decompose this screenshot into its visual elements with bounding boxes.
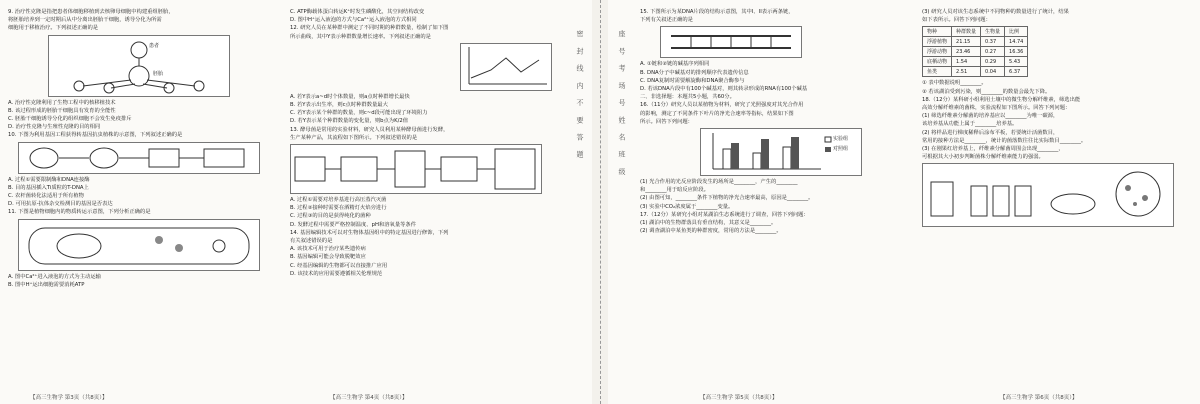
text-line: C. 过程③的目的是获得纯化的菌种: [290, 213, 371, 220]
page1-footer: 【高三生物学 第3页（共8页）】: [30, 395, 108, 401]
text-line: (1) 湖泊中的生物群落具有垂直结构，其意义是________。: [640, 220, 777, 227]
table-row: 浮游动物 23.46 0.27 16.36: [923, 47, 1028, 57]
text-line: 有关叙述错误的是: [290, 238, 333, 245]
page4-footer: 【高三生物学 第6页（共8页）】: [1000, 395, 1078, 401]
page2-footer: 【高三生物学 第4页（共8页）】: [330, 395, 408, 401]
text-line: 13. 酵母菌是常用的实验材料，研究人员利用某种酵母菌进行发酵，: [290, 126, 449, 133]
text-line: 该培养基从功能上属于________培养基。: [922, 121, 1018, 128]
seal-line-text: 密 封 线 内 不 要 答 题: [576, 30, 584, 162]
text-line: C. DNA复制时需要解旋酶和DNA聚合酶参与: [640, 77, 745, 84]
text-line: 如下表所示。回答下列问题：: [922, 17, 991, 24]
text-line: 高效分解纤维素的菌株，实验流程如下图所示。回答下列问题：: [922, 105, 1071, 112]
text-line: C. 胚胎干细胞诱导分化的组织细胞不会发生免疫排斥: [8, 116, 132, 123]
text-line: 细胞用于移植治疗。下列叙述正确的是: [8, 25, 99, 32]
text-line: B. 基因编辑可能会导致脱靶效应: [290, 254, 366, 261]
text-line: 二、非选择题：本题共5小题，共60分。: [640, 94, 735, 101]
text-line: 11. 下图是植物细胞内的物质转运示意图，下列分析正确的是: [8, 209, 151, 216]
legend-label: 对照组: [833, 146, 849, 153]
text-line: 15. 下图所示为某DNA片段的结构示意图，其中I、II表示两条链，: [640, 9, 794, 15]
text-line: 将胚胎培养到一定时期后从中分离出胚胎干细胞，诱导分化为所需: [8, 17, 162, 24]
text-line: 生产某种产品，其流程如下图所示。下列叙述错误的是: [290, 134, 418, 141]
table-row: 底栖动物 1.54 0.29 5.43: [923, 57, 1028, 67]
text-line: (2) 由图可知，________条件下植物的净光合速率最高，原因是________。: [640, 195, 814, 202]
data-table: [922, 26, 1028, 77]
bar-chart: [700, 128, 862, 176]
bar: [731, 143, 739, 169]
transgenic-diagram: [18, 142, 260, 174]
text-line: A. ①链和②链的碱基序列相同: [640, 61, 710, 68]
text-line: B. 该过程形成的胚胎干细胞具有发育的全能性: [8, 107, 116, 114]
text-line: B. 若Y表示出生率，则c点时种群数量最大: [290, 102, 388, 109]
center-divider: [600, 0, 601, 404]
text-line: (3) 实验中CO₂浓度属于________变量。: [640, 203, 734, 210]
text-line: 10. 下图为利用基因工程获得转基因抗虫植株的示意图，下列叙述正确的是: [8, 132, 183, 139]
text-line: ② 若该湖泊受到污染，则________的数量会最先下降。: [922, 88, 1051, 95]
text-line: (1) 光合作用的光反应阶段发生的场所是________，产生的________: [640, 179, 798, 186]
text-line: 和________用于暗反应阶段。: [640, 187, 709, 194]
text-line: A. 图中Ca²⁺进入液泡的方式为主动运输: [8, 273, 101, 280]
text-line: D. 该技术的应用需要遵循相关伦理规范: [290, 270, 383, 277]
text-line: 18.（12分）某科研小组利用土壤中的微生物分解纤维素，筛选出能: [922, 96, 1081, 103]
text-line: 常用的接种方法是________，统计的菌落数往往比实际数目________。: [922, 137, 1087, 144]
text-line: 下列有关叙述正确的是: [640, 17, 693, 24]
text-line: A. 过程①需要限制酶和DNA连接酶: [8, 176, 90, 183]
text-line: C. 经基因编辑的生物都可以直接推广应用: [290, 262, 388, 269]
text-line: 16.（11分）研究人员以某植物为材料，研究了光照强度对其光合作用: [640, 102, 804, 109]
text-line: C. 若Y表示某个种群的数量，则c~d段可能出现了环境阻力: [290, 110, 428, 117]
text-line: 14. 基因编辑技术可以对生物体基因组中的特定基因进行修饰，下列: [290, 229, 449, 236]
table-header: 物种 种群数量 生物量 比例: [923, 27, 1028, 37]
text-line: A. 若Y表示a~d时个体数量，则a点时种群增长最快: [290, 93, 410, 100]
fermentation-flow: [290, 144, 542, 194]
text-line: 的影响，测定了不同条件下叶片的净光合速率等指标，结果如下图: [640, 110, 794, 117]
microbe-screening-diagram: [922, 163, 1174, 227]
text-line: 所示曲线，其中Y表示种群数量增长速率。下列叙述正确的是: [290, 33, 431, 40]
text-line: A. 过程①需要对培养基进行高压蒸汽灭菌: [290, 197, 387, 204]
text-line: 12. 研究人员在某种群中测定了不同时期的种群数量，绘制了如下图: [290, 25, 449, 32]
text-line: B. 目的基因插入Ti质粒的T-DNA上: [8, 184, 89, 191]
text-line: (3) 在刚果红培养基上，纤维素分解菌周围会出现________，: [922, 146, 1064, 153]
table-row: 鱼类 2.51 0.04 6.37: [923, 67, 1028, 77]
text-line: 17.（12分）某研究小组对某湖泊生态系统进行了调查，回答下列问题：: [640, 211, 809, 218]
text-line: (2) 调查湖泊中某鱼类的种群密度，常用的方法是________。: [640, 228, 782, 235]
population-curve: [460, 43, 552, 91]
text-line: (1) 筛选纤维素分解菌的培养基应以________为唯一碳源，: [922, 113, 1059, 120]
text-line: B. 图中H⁺运出细胞需要消耗ATP: [8, 281, 85, 288]
legend-label: 实验组: [833, 136, 849, 143]
text-line: 所示。回答下列问题：: [640, 118, 693, 125]
text-line: (3) 研究人员对该生态系统中不同物种的数量进行了统计，结果: [922, 9, 1069, 15]
text-line: 可根据其大小初步判断菌株分解纤维素能力的强弱。: [922, 154, 1044, 161]
fig-label: 胚胎: [153, 70, 164, 77]
page1-column: [8, 8, 278, 384]
page4-column: [922, 8, 1192, 384]
bar: [791, 137, 799, 169]
page3-column: [640, 8, 910, 384]
bar: [783, 147, 791, 169]
text-line: C. ATP酶载体蛋白转运K⁺时发生磷酸化，其空间结构改变: [290, 9, 425, 15]
text-line: A. 该技术可用于治疗某些遗传病: [290, 246, 366, 253]
text-line: B. DNA分子中碱基对的排列顺序代表遗传信息: [640, 69, 749, 76]
text-line: C. 农杆菌转化法适用于所有植物: [8, 193, 84, 200]
text-line: 9. 治疗性克隆是指把患者体细胞移植到去核卵母细胞中构建重组胚胎，: [8, 9, 174, 15]
clone-diagram: [48, 35, 230, 97]
page3-footer: 【高三生物学 第5页（共8页）】: [700, 395, 778, 401]
page2-column: [290, 8, 560, 384]
fig-label: 患者: [149, 42, 160, 49]
bar: [723, 149, 731, 169]
bar: [761, 139, 769, 169]
text-line: D. 可用抗原-抗体杂交检测目的基因是否表达: [8, 201, 113, 208]
student-info-gutter: 座 号 考 场 号 姓 名 班 级: [618, 30, 626, 179]
cell-transport-diagram: [18, 219, 260, 271]
text-line: A. 治疗性克隆利用了生物工程中的核移植技术: [8, 99, 116, 106]
bar: [753, 153, 761, 169]
dna-diagram: [660, 26, 802, 58]
table-row: 浮游植物 21.15 0.37 14.74: [923, 37, 1028, 47]
text-line: B. 过程②接种时需要在酒精灯火焰旁进行: [290, 205, 387, 212]
text-line: ① 表中数据说明________。: [922, 80, 987, 87]
text-line: D. 若该DNA片段中有100个碱基对，则其转录形成的RNA有100个碱基: [640, 86, 808, 93]
text-line: D. 治疗性克隆与生殖性克隆的目的相同: [8, 124, 101, 131]
text-line: D. 图中H⁺运入液泡的方式与Ca²⁺运入液泡的方式相同: [290, 17, 417, 24]
text-line: D. 若Y表示某个种群数量的变化量，则b点为K/2值: [290, 118, 409, 125]
text-line: D. 发酵过程中需要严格控制温度、pH和溶氧量等条件: [290, 221, 417, 228]
text-line: (2) 将样品进行梯度稀释后涂布平板，若要统计活菌数目，: [922, 129, 1059, 136]
